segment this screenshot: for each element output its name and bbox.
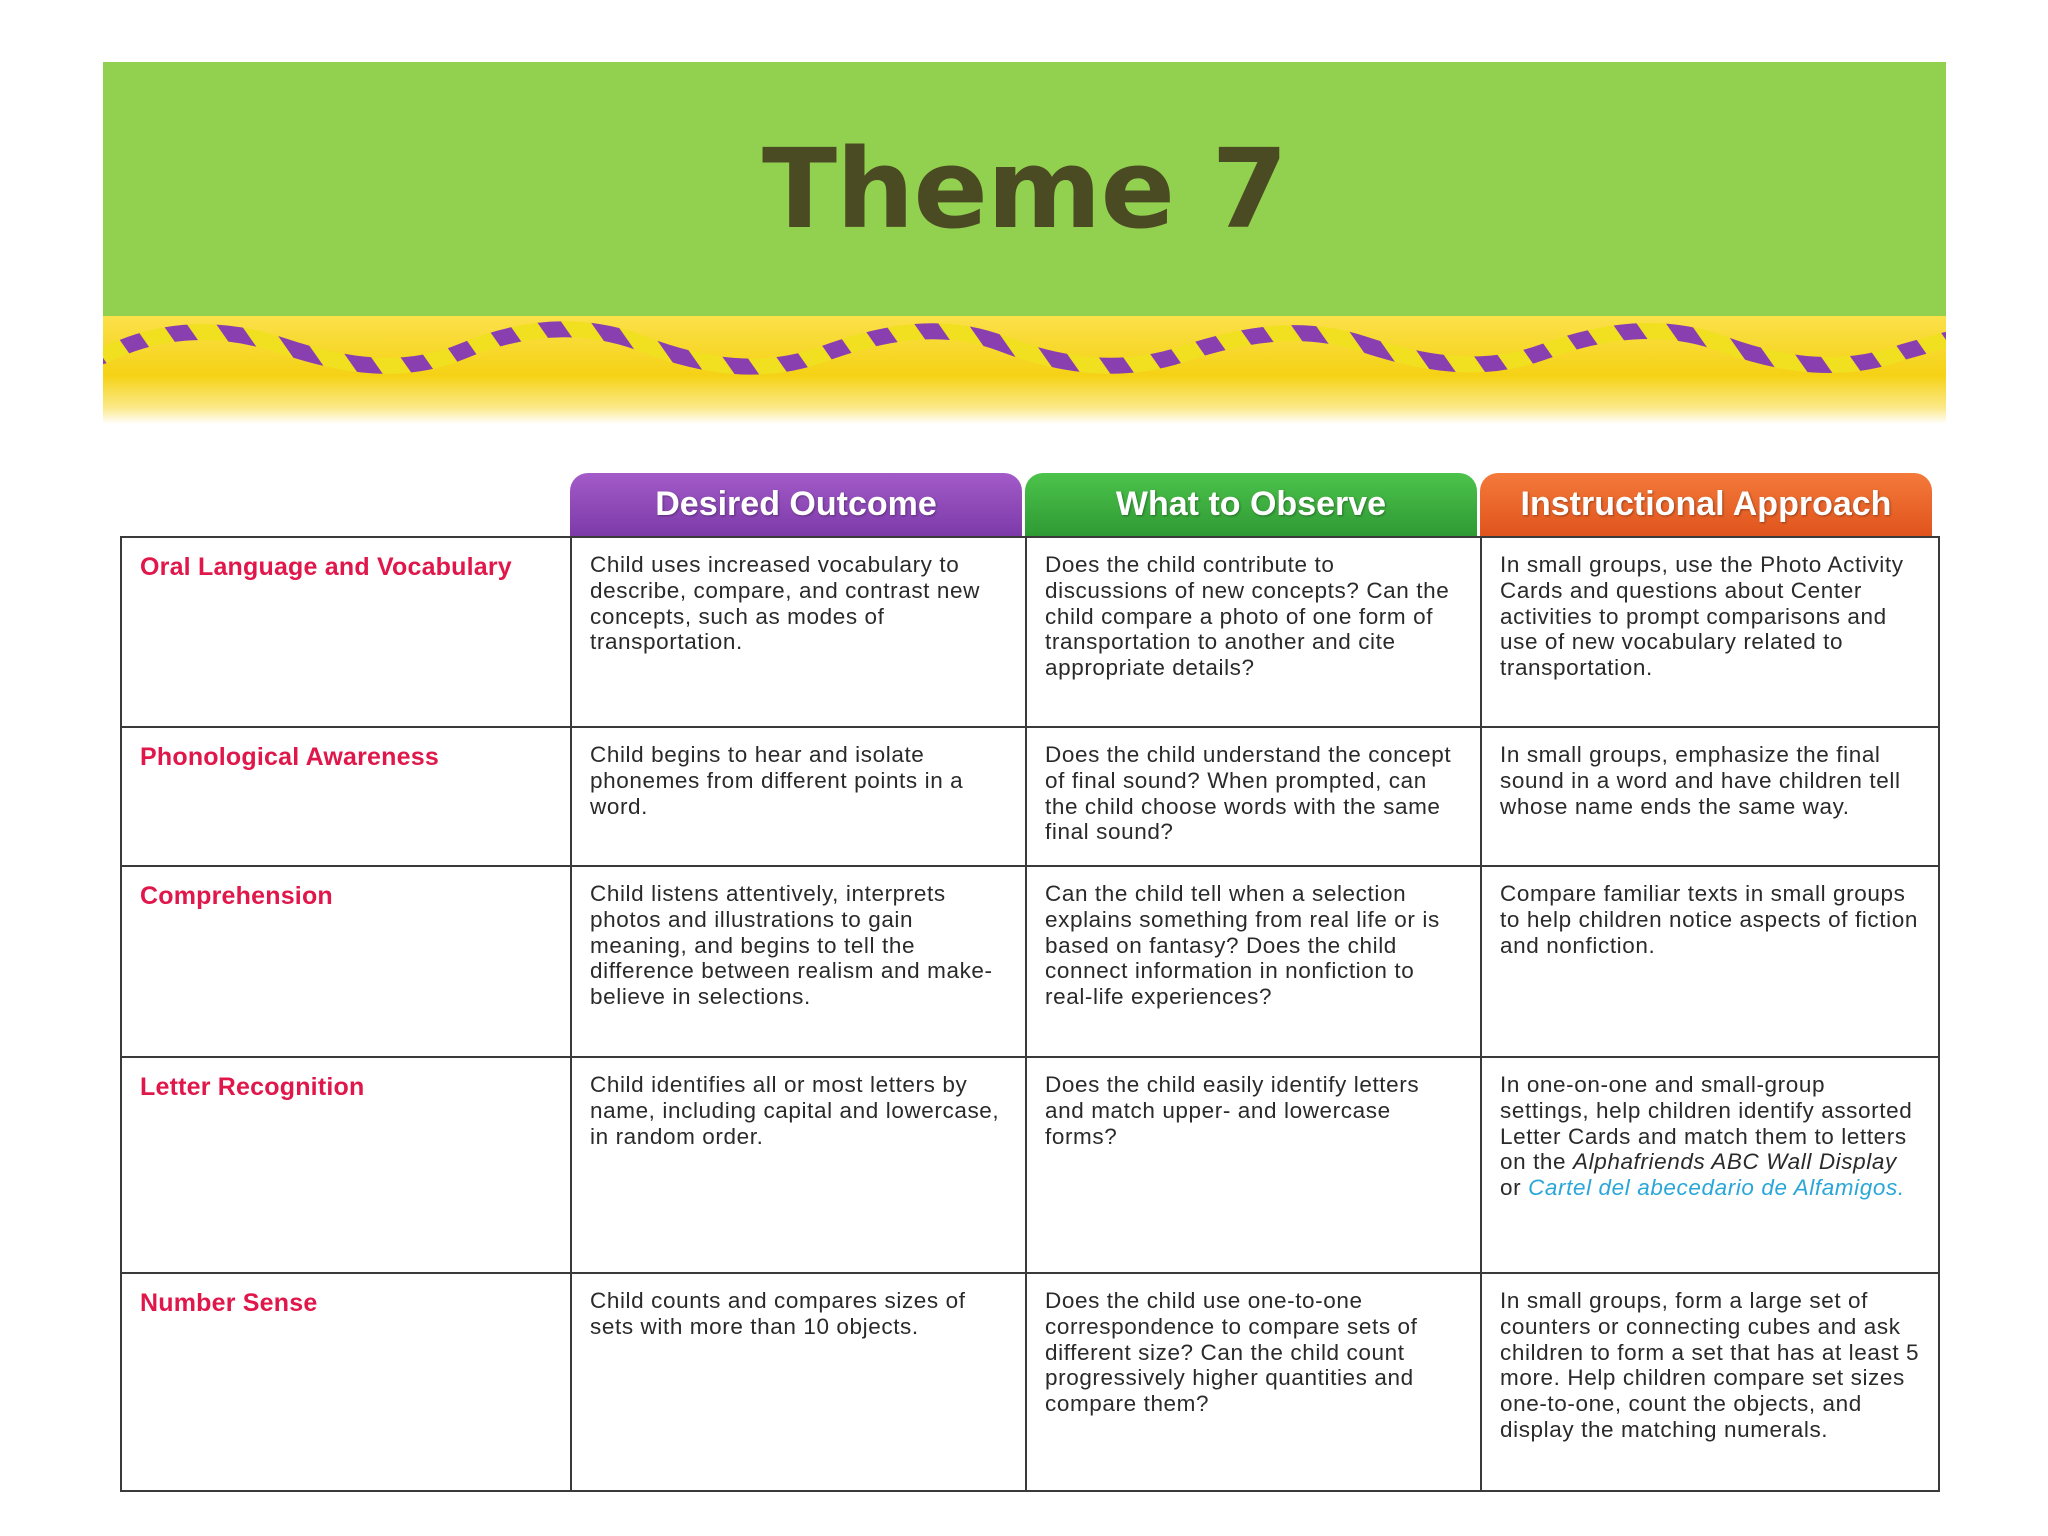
column-headers [570,473,1938,536]
header-desired-outcome: Desired Outcome [570,473,1022,536]
cartel-link[interactable]: Cartel del abecedario de Alfamigos [1528,1175,1898,1201]
cell-approach: In small groups, use the Photo Activity Cards and questions about Center activities to prompt comparisons and use of new vocabulary related to transportation. [1481,537,1939,727]
table-row [121,1057,1939,1273]
header-what-to-observe: What to Observe [1025,473,1477,536]
skills-table [120,536,1940,1492]
cell-observe: Can the child tell when a selection explains something from real life or is based on fantasy? Does the child connect information in nonfiction to real-life experiences? [1026,866,1481,1057]
approach-end: . [1897,1175,1905,1201]
row-label: Phonological Awareness [121,727,571,866]
cell-observe: Does the child use one-to-one correspondence to compare sets of different size? Can the child count progressively higher quantities and compare them? [1026,1273,1481,1491]
title-banner [103,62,1946,316]
table-row [121,727,1939,866]
cell-observe: Does the child understand the concept of final sound? When prompted, can the child choose words with the same final sound? [1026,727,1481,866]
page-title: Theme 7 [761,125,1287,253]
cell-outcome: Child uses increased vocabulary to describe, compare, and contrast new concepts, such as modes of transportation. [571,537,1026,727]
cell-outcome: Child listens attentively, interprets photos and illustrations to gain meaning, and begins to tell the difference between realism and make-believe in selections. [571,866,1026,1057]
approach-text: In one-on-one and small-group settings, help children identify assorted Letter Cards and match them to letters on the [1500,1072,1913,1175]
row-label: Oral Language and Vocabulary [121,537,571,727]
header-instructional-approach: Instructional Approach [1480,473,1932,536]
approach-or: or [1500,1175,1529,1201]
table-row [121,1273,1939,1491]
cell-approach [1481,1057,1939,1273]
cell-approach: In small groups, emphasize the final sound in a word and have children tell whose name ends the same way. [1481,727,1939,866]
cell-outcome: Child begins to hear and isolate phonemes from different points in a word. [571,727,1026,866]
wall-display-title: Alphafriends ABC Wall Display [1573,1149,1897,1175]
assessment-table [120,473,1938,1492]
cell-observe: Does the child easily identify letters and match upper- and lowercase forms? [1026,1057,1481,1273]
row-label: Number Sense [121,1273,571,1491]
table-row [121,866,1939,1057]
row-label: Comprehension [121,866,571,1057]
cell-approach: In small groups, form a large set of counters or connecting cubes and ask children to form a set that has at least 5 more. Help children compare set sizes one-to-one, count the objects, and display the matching numerals. [1481,1273,1939,1491]
row-label: Letter Recognition [121,1057,571,1273]
cell-outcome: Child identifies all or most letters by name, including capital and lowercase, in random order. [571,1057,1026,1273]
cell-observe: Does the child contribute to discussions of new concepts? Can the child compare a photo of one form of transportation to another and cite appropriate details? [1026,537,1481,727]
table-row [121,537,1939,727]
decorative-rope-border [103,316,1946,424]
cell-approach: Compare familiar texts in small groups to help children notice aspects of fiction and nonfiction. [1481,866,1939,1057]
cell-outcome: Child counts and compares sizes of sets with more than 10 objects. [571,1273,1026,1491]
